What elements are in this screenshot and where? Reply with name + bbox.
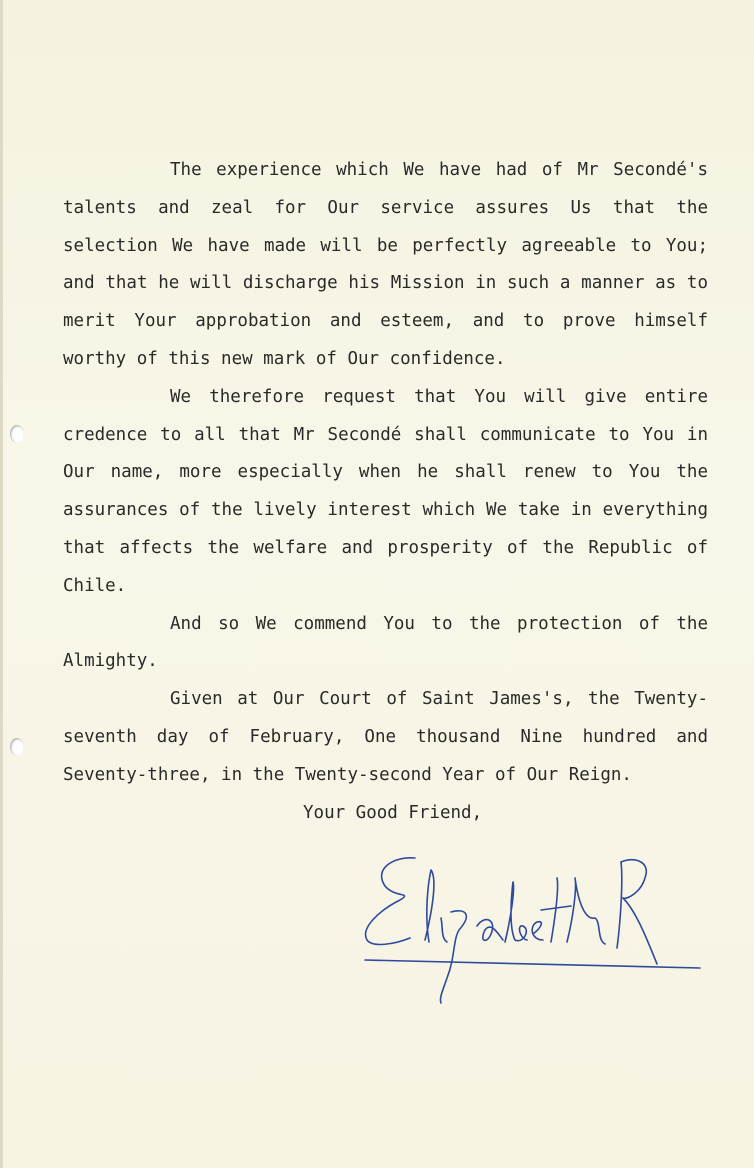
- paragraph-credence: We therefore request that You will give entire credence to all that Mr Secondé shall communicate to You in Our name, more especially when he shall renew to You the assurances of the lively interest which We take in everything that affects the welfare and prosperity of the Republic of Chile.: [63, 386, 708, 596]
- paragraph-given-at: Given at Our Court of Saint James's, the Twenty-seventh day of February, One thousand Nine hundred and Seventy-three, in the Twenty-second Year of Our Reign.: [63, 689, 708, 785]
- signature-z: [440, 911, 466, 1003]
- signature-b: [505, 882, 527, 942]
- paragraph-commend: And so We commend You to the protection of the Almighty.: [63, 613, 708, 672]
- signature-h: [567, 878, 605, 944]
- signature: [355, 848, 705, 1008]
- signature-l: [425, 870, 434, 942]
- signature-underline: [365, 960, 700, 968]
- signature-i: [441, 918, 447, 942]
- page-edge: [0, 0, 3, 1168]
- signature-e2: [532, 922, 543, 940]
- letter-body: [63, 152, 708, 832]
- closing-salutation: Your Good Friend,: [303, 802, 483, 823]
- signature-r: [617, 860, 657, 964]
- punch-hole-lower: [10, 738, 24, 756]
- signature-e: [366, 858, 415, 945]
- signature-t: [541, 878, 571, 942]
- signature-a: [477, 920, 503, 941]
- paragraph-experience: The experience which We have had of Mr Secondé's talents and zeal for Our service assures Us that the selection We have made will be perfectly agreeable to You; and that he will discharge his Mission in such a manner as to merit Your approbation and esteem, and to prove himself worthy of this new mark of Our confidence.: [63, 160, 708, 369]
- punch-hole-upper: [10, 425, 24, 443]
